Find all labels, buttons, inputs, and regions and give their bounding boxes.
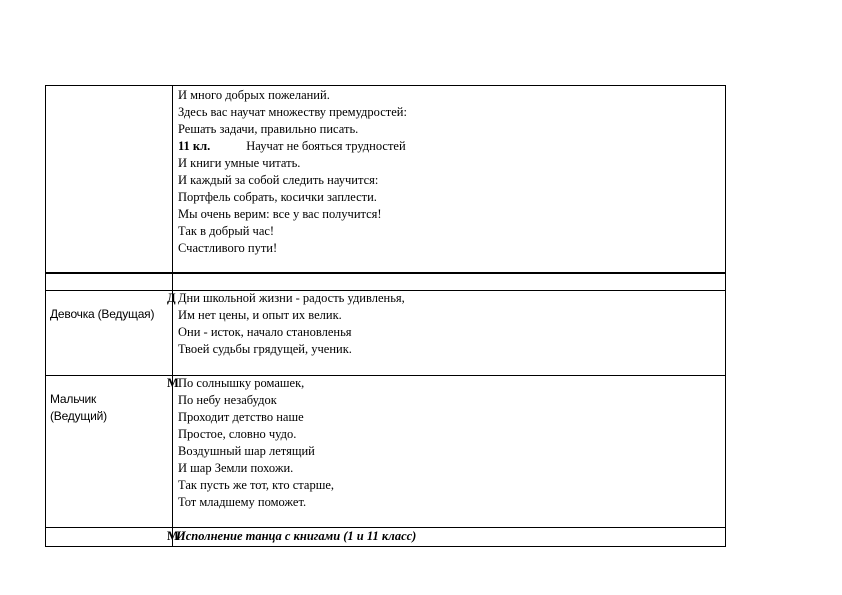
row-divider <box>45 272 726 274</box>
speaker-marker: Д <box>167 291 176 305</box>
speaker-prefix: 11 кл. <box>178 139 211 153</box>
verse-line: И каждый за собой следить научится: <box>178 173 379 187</box>
verse-line: Счастливого пути! <box>178 241 278 255</box>
verse-line: Здесь вас научат множеству премудростей: <box>178 105 407 119</box>
verse-line: Тот младшему поможет. <box>178 495 307 509</box>
verse-line: Воздушный шар летящий <box>178 444 315 458</box>
speaker-label-boy <box>50 391 107 425</box>
speaker-marker: М <box>167 376 179 390</box>
script-table <box>45 85 726 547</box>
table-border-right <box>725 85 726 547</box>
stage-direction: Исполнение танца с книгами (1 и 11 класс) <box>176 529 417 543</box>
table-border-bottom <box>45 546 726 547</box>
verse-line: Так пусть же тот, кто старше, <box>178 478 334 492</box>
column-divider <box>172 85 173 547</box>
verse-block <box>178 375 334 511</box>
verse-block <box>178 87 407 257</box>
table-border-left <box>45 85 46 547</box>
verse-line: По солнышку ромашек, <box>178 376 305 390</box>
verse-line <box>178 138 407 155</box>
row-divider <box>45 375 726 376</box>
verse-line-text: Научат не бояться трудностей <box>246 139 406 153</box>
verse-line: Им нет цены, и опыт их велик. <box>178 308 342 322</box>
verse-line: Они - исток, начало становленья <box>178 325 352 339</box>
verse-line: Мы очень верим: все у вас получится! <box>178 207 382 221</box>
verse-line: По небу незабудок <box>178 393 277 407</box>
verse-line: И книги умные читать. <box>178 156 301 170</box>
speaker-marker: М <box>167 529 179 543</box>
verse-line: Портфель собрать, косички заплести. <box>178 190 377 204</box>
speaker-label-girl: Девочка (Ведущая) <box>50 307 155 321</box>
verse-line: И шар Земли похожи. <box>178 461 294 475</box>
verse-line: Проходит детство наше <box>178 410 304 424</box>
table-border-top <box>45 85 726 86</box>
speaker-label-line: Мальчик <box>50 392 97 406</box>
verse-line: Так в добрый час! <box>178 224 275 238</box>
verse-line: Решать задачи, правильно писать. <box>178 122 359 136</box>
verse-line: Твоей судьбы грядущей, ученик. <box>178 342 352 356</box>
speaker-label-line: (Ведущий) <box>50 409 107 423</box>
verse-line: Дни школьной жизни - радость удивленья, <box>178 291 405 305</box>
verse-block <box>178 290 405 358</box>
verse-line: И много добрых пожеланий. <box>178 88 330 102</box>
verse-line: Простое, словно чудо. <box>178 427 297 441</box>
